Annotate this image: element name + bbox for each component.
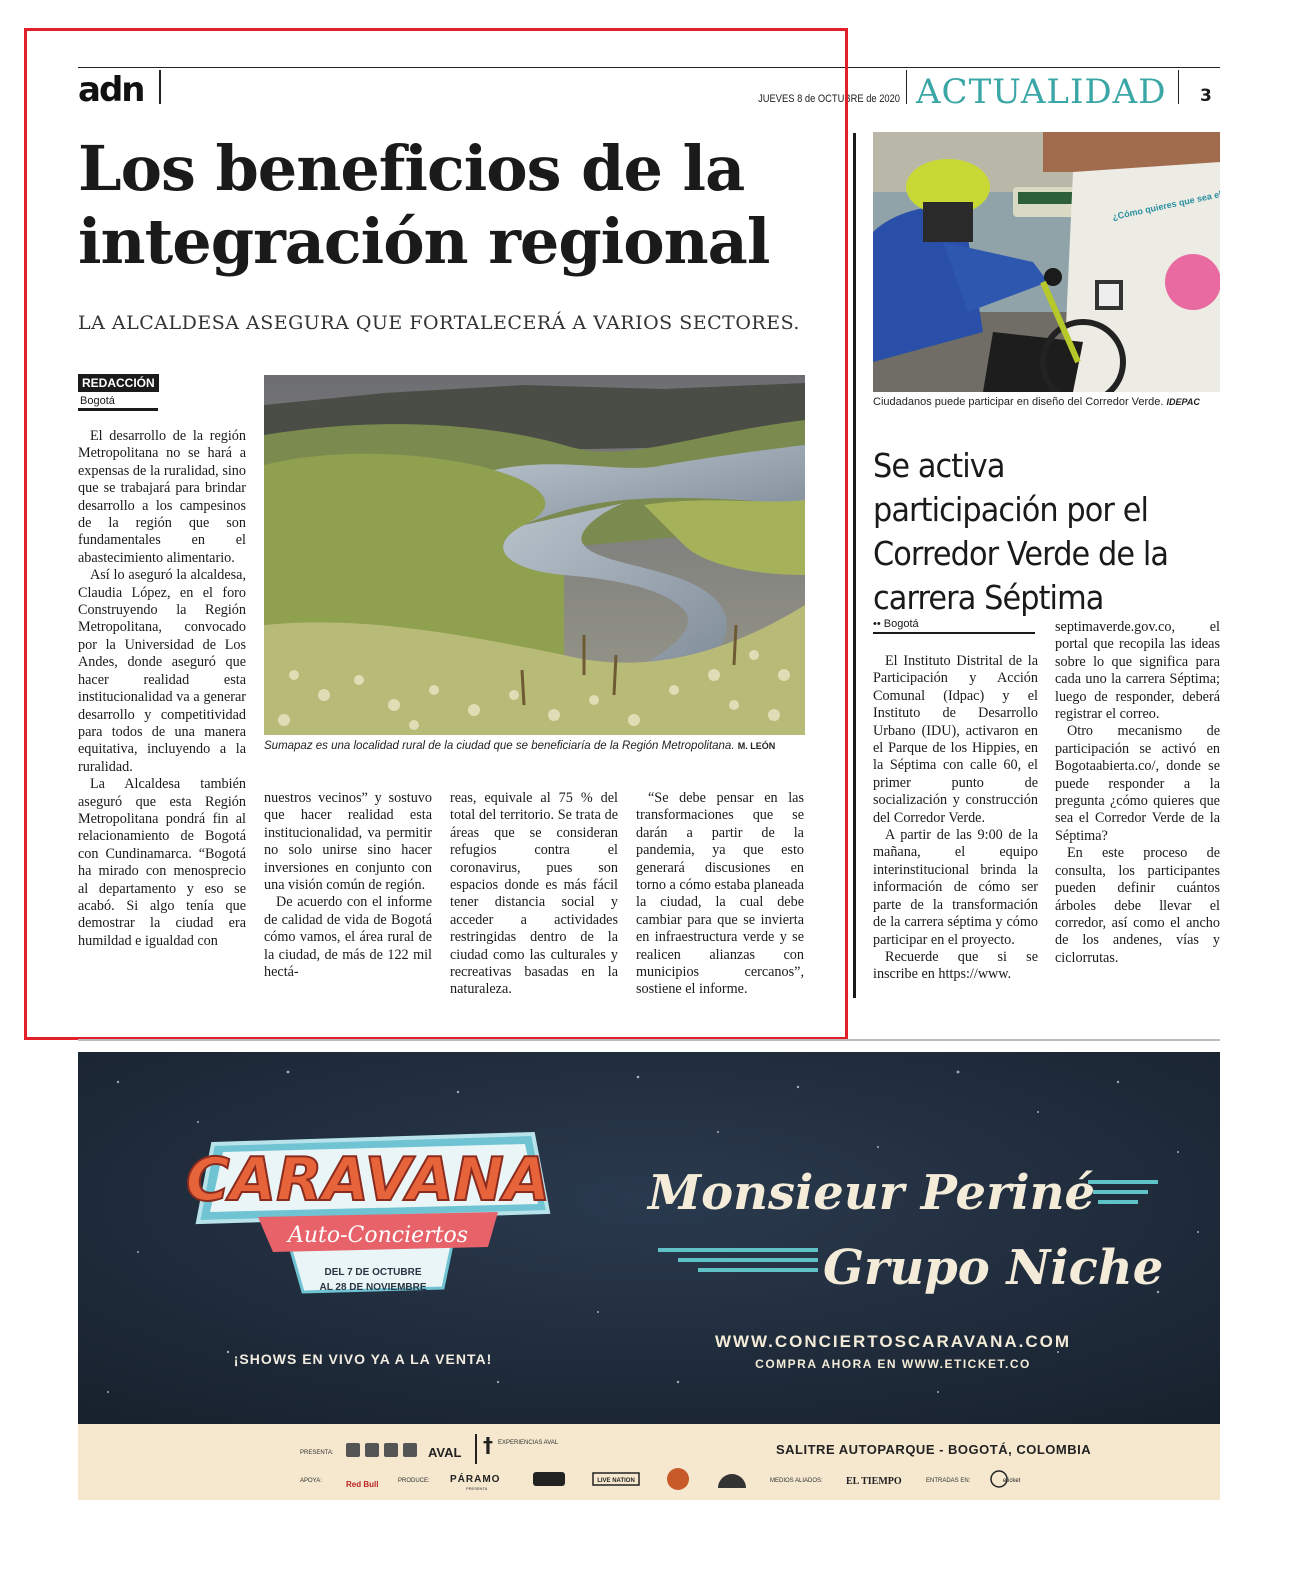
column-divider bbox=[853, 133, 856, 998]
ad-dates-1: DEL 7 DE OCTUBRE bbox=[324, 1267, 422, 1278]
section-separator bbox=[78, 1039, 1220, 1041]
headline-line-2: integración regional bbox=[78, 205, 770, 278]
label-produce: PRODUCE: bbox=[398, 1478, 430, 1484]
caravana-ad bbox=[78, 1052, 1220, 1424]
paragraph: En este proceso de consulta, los participantes pueden definir cuántos árboles debe llevar el corredor, así como el ancho de los andenes, vías y ciclorrutas. bbox=[1055, 845, 1220, 966]
headline-line-1: Los beneficios de la bbox=[78, 132, 745, 205]
paragraph: La Alcaldesa también aseguró que esta Región Metropolitana pondrá fin al relacionamiento de Bogotá con Cundinamarca. “Bogotá ha mirado con menosprecio al departamento y eso se acabó. Si algo tenía que demostrar la ciudad era humildad e igualdad con bbox=[78, 776, 246, 949]
paragraph: Así lo aseguró la alcaldesa, Claudia López, en el foro Construyendo la Región Metropolitana, convocado por la Universidad de Los Andes, donde aseguró que hacer realidad esta institucionalidad va a generar desarrollo y competitividad para todos de una manera equitativa, incluyendo a la ruralidad. bbox=[78, 567, 246, 775]
cyclist-photo bbox=[873, 132, 1220, 392]
adn-logo: adn bbox=[78, 70, 144, 110]
byline: REDACCIÓN bbox=[78, 374, 159, 392]
side-headline: Se activa participación por el Corredor Verde de la carrera Séptima bbox=[873, 446, 1169, 617]
ad-artist-2: Grupo Niche bbox=[823, 1240, 1164, 1296]
paragraph: septimaverde.gov.co, el portal que recopila las ideas sobre lo que significa para cada uno la carrera Séptima; luego de responder, deberá registrar el correo. bbox=[1055, 619, 1220, 723]
ad-sponsor-strip bbox=[78, 1424, 1220, 1500]
caption-text: Ciudadanos puede participar en diseño del Corredor Verde. bbox=[873, 396, 1164, 408]
main-kicker: LA ALCALDESA ASEGURA QUE FORTALECERÁ A VARIOS SECTORES. bbox=[78, 312, 800, 334]
date-divider bbox=[906, 70, 907, 104]
paragraph: “Se debe pensar en las transformaciones que se darán a partir de la pandemia, ya que esto generará discusiones en torno a cómo estaba planeada la ciudad, la cual debe cambiar para que se invierta en infraestructura verde y se realicen alianzas con municipios cercanos”, sostiene el informe. bbox=[636, 790, 804, 998]
side-byline-rule bbox=[873, 632, 1035, 634]
section-divider bbox=[1178, 70, 1179, 104]
sponsor-badge-icon bbox=[667, 1468, 689, 1490]
side-byline-place: •• Bogotá bbox=[873, 618, 919, 630]
ad-url: WWW.CONCIERTOSCARAVANA.COM bbox=[714, 1332, 1072, 1351]
sponsor-dome-icon bbox=[718, 1474, 746, 1488]
side-article-column-1 bbox=[873, 653, 1038, 984]
sponsor-eticket: eticket bbox=[1003, 1478, 1021, 1484]
ad-shows: ¡SHOWS EN VIVO YA A LA VENTA! bbox=[233, 1351, 493, 1367]
photo-credit: IDEPAC bbox=[1166, 397, 1200, 407]
side-article-column-2 bbox=[1055, 619, 1220, 967]
photo-credit: M. LEÓN bbox=[737, 741, 776, 751]
section-title: ACTUALIDAD bbox=[916, 72, 1167, 112]
label-medios: MEDIOS ALIADOS: bbox=[770, 1478, 823, 1484]
sponsor-paramo: PÁRAMO bbox=[450, 1474, 501, 1485]
paragraph: nuestros vecinos” y sostuvo que hacer realidad esta institucionalidad, va permitir no solo unirse sino hacer inversiones en conjunto con una visión común de región. bbox=[264, 790, 432, 894]
byline-place: Bogotá bbox=[80, 395, 115, 407]
sponsor-exp: EXPERIENCIAS AVAL bbox=[498, 1440, 559, 1446]
paragraph: El desarrollo de la región Metropolitana no se hará a expensas de la ruralidad, sino que se trabajará para brindar desarrollo a los campesinos de la región que son fundamentales en el abastecimiento alimentario. bbox=[78, 428, 246, 566]
ad-dates-2: AL 28 DE NOVIEMBRE bbox=[319, 1282, 427, 1293]
side-photo-caption bbox=[873, 396, 1223, 408]
sponsor-aval: AVAL bbox=[428, 1445, 462, 1460]
sponsor-exp-icon: † bbox=[483, 1433, 493, 1457]
label-apoya: APOYA: bbox=[300, 1478, 322, 1484]
label-presenta: PRESENTA: bbox=[300, 1450, 334, 1456]
sponsor-redbull: Red Bull bbox=[346, 1480, 379, 1489]
paragraph: Otro mecanismo de participación se activó en Bogotaabierta.co/, donde se puede responder a la pregunta ¿cómo quieres que sea el Corredor Verde de la Séptima? bbox=[1055, 723, 1220, 844]
caption-text: Sumapaz es una localidad rural de la ciudad que se beneficiaría de la Región Metropolitana. bbox=[264, 740, 735, 752]
sponsor-live: LIVE NATION bbox=[597, 1478, 635, 1484]
paragraph: reas, equivale al 75 % del total del territorio. Se trata de áreas que se consideran refugios contra el coronavirus, pues son espacios donde es más fácil tener distancia social y acceder a actividades restringidas dentro de la ciudad como las culturales y recreativas basadas en la naturaleza. bbox=[450, 790, 618, 998]
ad-artist-1: Monsieur Periné bbox=[648, 1165, 1096, 1221]
paragraph: A partir de las 9:00 de la mañana, el equipo interinstitucional brinda la información de cómo ser parte de la transformación de la carrera séptima y cómo participar en el proyecto. bbox=[873, 827, 1038, 948]
caravana-sub: Auto-Conciertos bbox=[287, 1223, 469, 1248]
label-entradas: ENTRADAS EN: bbox=[926, 1478, 971, 1484]
sponsor-tiempo: EL TIEMPO bbox=[846, 1476, 902, 1487]
sponsor-logo-ocesa bbox=[533, 1472, 565, 1486]
issue-date: JUEVES 8 de OCTUBRE de 2020 bbox=[758, 93, 900, 105]
ad-buy: COMPRA AHORA EN WWW.ETICKET.CO bbox=[755, 1357, 1031, 1371]
ad-venue: SALITRE AUTOPARQUE - BOGOTÁ, COLOMBIA bbox=[776, 1442, 1092, 1457]
paragraph: El Instituto Distrital de la Participación y Acción Comunal (Idpac) y el Instituto de Desarrollo Urbano (IDU), activaron en el Parque de los Hippies, en la Séptima con calle 60, el primer punto de socialización y construcción del Corredor Verde. bbox=[873, 653, 1038, 826]
highlight-frame bbox=[24, 28, 848, 1040]
paragraph: De acuerdo con el informe de calidad de vida de Bogotá cómo vamos, el área rural de la ciudad, de más de 122 mil hectá- bbox=[264, 894, 432, 981]
caravana-logo-text: CARAVANA bbox=[185, 1145, 551, 1215]
paragraph: Recuerde que si se inscribe en https://www. bbox=[873, 948, 1038, 983]
page-number: 3 bbox=[1200, 86, 1212, 106]
sponsor-paramo-sub: PRESENTA bbox=[466, 1486, 488, 1491]
